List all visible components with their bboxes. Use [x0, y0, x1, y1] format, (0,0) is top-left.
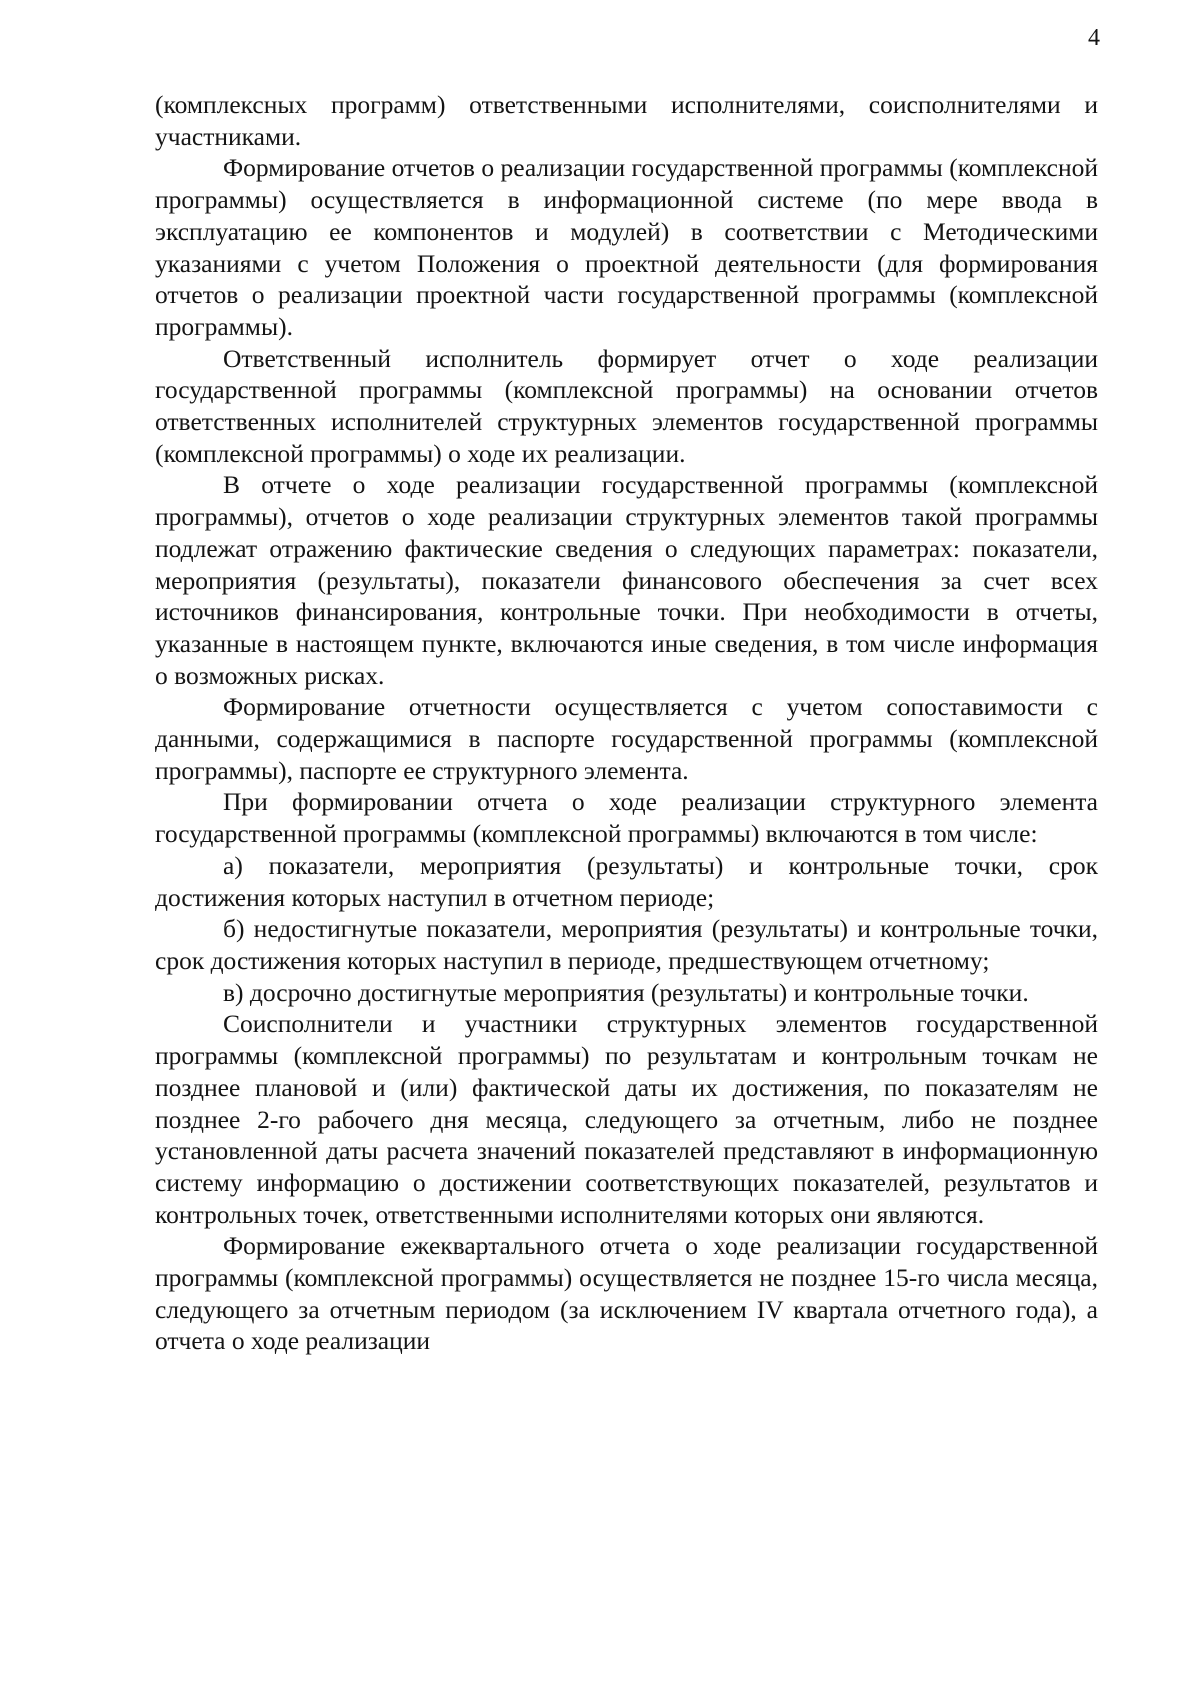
paragraph: Формирование ежеквартального отчета о ходе реализации государственной программы (комплексной программы) осуществляется не позднее 15-го числа месяца, следующего за отчетным периодом (за исключением IV квартала отчетного года), а отчета о ходе реализации	[155, 1231, 1098, 1356]
paragraph: В отчете о ходе реализации государственной программы (комплексной программы), отчетов о ходе реализации структурных элементов такой программы подлежат отражению фактические сведения о следующих параметрах: показатели, мероприятия (результаты), показатели финансового обеспечения за счет всех источников финансирования, контрольные точки. При необходимости в отчеты, указанные в настоящем пункте, включаются иные сведения, в том числе информация о возможных рисках.	[155, 470, 1098, 690]
page-number: 4	[1088, 25, 1100, 51]
paragraph: Ответственный исполнитель формирует отчет о ходе реализации государственной программы (комплексной программы) на основании отчетов ответственных исполнителей структурных элементов государственной программы (комплексной программы) о ходе их реализации.	[155, 343, 1098, 468]
list-item-v: в) досрочно достигнутые мероприятия (результаты) и контрольные точки.	[223, 977, 1029, 1007]
paragraph: Формирование отчетов о реализации государственной программы (комплексной программы) осуществляется в информационной системе (по мере ввода в эксплуатацию ее компонентов и модулей) в соответствии с Методическими указаниями с учетом Положения о проектной деятельности (для формирования отчетов о реализации проектной части государственной программы (комплексной программы).	[155, 153, 1098, 341]
list-item-b: б) недостигнутые показатели, мероприятия (результаты) и контрольные точки, срок достижения которых наступил в периоде, предшествующем отчетному;	[155, 914, 1098, 975]
document-body	[155, 89, 1098, 1357]
paragraph: Формирование отчетности осуществляется с учетом сопоставимости с данными, содержащимися в паспорте государственной программы (комплексной программы), паспорте ее структурного элемента.	[155, 692, 1098, 785]
paragraph: При формировании отчета о ходе реализации структурного элемента государственной программы (комплексной программы) включаются в том числе:	[155, 787, 1098, 849]
paragraph: Соисполнители и участники структурных элементов государственной программы (комплексной программы) по результатам и контрольным точкам не позднее плановой и (или) фактической даты их достижения, по показателям не позднее 2-го рабочего дня месяца, следующего за отчетным, либо не позднее установленной даты расчета значений показателей представляют в информационную систему информацию о достижении соответствующих показателей, результатов и контрольных точек, ответственными исполнителями которых они являются.	[155, 1009, 1098, 1229]
paragraph: (комплексных программ) ответственными исполнителями, соисполнителями и участниками.	[155, 90, 1098, 151]
list-item-a: а) показатели, мероприятия (результаты) и контрольные точки, срок достижения которых наступил в отчетном периоде;	[155, 850, 1098, 912]
